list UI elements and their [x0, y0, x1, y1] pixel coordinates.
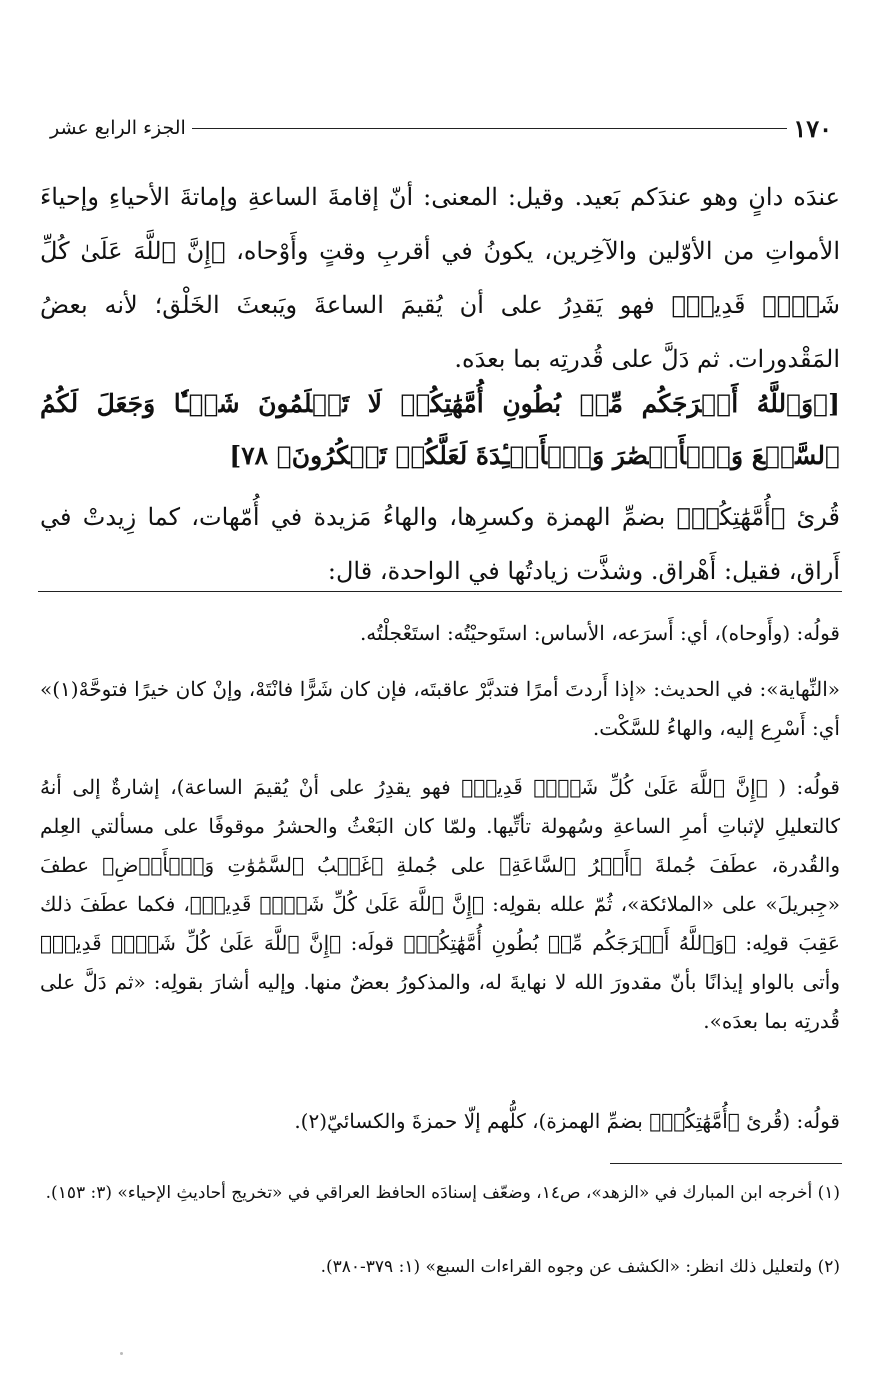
- commentary-nihaya: «النِّهاية»: في الحديث: «إذا أَردتَ أمرًا فتدبَّرْ عاقبتَه، فإن كان شَرًّا فانْتَهْ، وإنْ كان خيرًا فتوحَّهْ(١)» أي: أَسْرِع إليه، والهاءُ للسَّكْت.: [40, 677, 840, 740]
- commentary-qira: قولُه: (قُرئ ﴿أُمَّهَٰتِكُمۡ﴾ بضمِّ الهمزة)، كلُّهم إلّا حمزةَ والكسائيّ(٢).: [294, 1109, 840, 1133]
- footnote-2: (٢) ولتعليل ذلك انظر: «الكشف عن وجوه القراءات السبع» (١: ٣٧٩-٣٨٠).: [320, 1257, 840, 1277]
- commentary-wawhah: قولُه: (وأَوحاه)، أي: أَسرَعه، الأساس: استَوحيْتُه: استَعْجلْتُه.: [359, 621, 840, 645]
- header-rule: [192, 128, 787, 129]
- footnote-divider: [610, 1163, 842, 1164]
- main-paragraph: عندَه دانٍ وهو عندَكم بَعيد. وقيل: المعنى: أنّ إقامةَ الساعةِ وإماتةَ الأحياءِ وإحياءَ الأمواتِ من الأوّلين والآخِرين، يكونُ في أقربِ وقتٍ وأَوْحاه، ﴿إِنَّ ٱللَّهَ عَلَىٰ كُلِّ شَيۡءٖ قَدِيرٞ﴾ فهو يَقدِرُ على أن يُقيمَ الساعةَ ويَبعثَ الخَلْق؛ لأنه بعضُ المَقْدورات. ثم دَلَّ على قُدرتِه بما بعدَه.: [40, 183, 840, 373]
- text-commentary-divider: [38, 591, 842, 592]
- footnote-1: (١) أخرجه ابن المبارك في «الزهد»، ص١٤، وضعّف إسنادَه الحافظ العراقي في «تخريج أحاديثِ الإحياء» (٣: ١٥٣).: [45, 1183, 840, 1203]
- part-title: الجزء الرابع عشر: [50, 117, 186, 139]
- reading-paragraph: قُرئ ﴿أُمَّهَٰتِكُمۡ﴾ بضمِّ الهمزة وكسرِها، والهاءُ مَزيدة في أُمّهات، كما زِيدتْ في أَراق، فقيل: أَهْراق. وشذَّت زيادتُها في الواحدة، قال:: [40, 503, 840, 585]
- page-number: ١٧٠: [793, 113, 832, 143]
- scan-speck: [120, 1352, 123, 1355]
- commentary-qadir: قولُه: ( ﴿إِنَّ ٱللَّهَ عَلَىٰ كُلِّ شَيۡءٖ قَدِيرٞ﴾ فهو يقدِرُ على أنْ يُقيمَ الساعة)، إشارةٌ إلى أنهُ كالتعليلِ لإثباتِ أمرِ الساعةِ وسُهولة تأتِّيها. ولمّا كان البَعْثُ والحشرُ موقوفًا على مسألتي العِلم والقُدرة، عطَفَ جُملةَ ﴿أَمۡرُ ٱلسَّاعَةِ﴾ على جُملةِ ﴿غَيۡبُ ٱلسَّمَٰوَٰتِ وَٱلۡأَرۡضِ﴾ عطفَ «جِبريلَ» على «الملائكة»، ثُمّ علله بقولِه: ﴿إِنَّ ٱللَّهَ عَلَىٰ كُلِّ شَيۡءٖ قَدِيرٞ﴾، فكما عطَفَ ذلك عَقِبَ قولِه: ﴿وَٱللَّهُ أَخۡرَجَكُم مِّنۢ بُطُونِ أُمَّهَٰتِكُمۡ﴾ قولَه: ﴿إِنَّ ٱللَّهَ عَلَىٰ كُلِّ شَيۡءٖ قَدِيرٞ﴾ وأتى بالواو إيذانًا بأنّ مقدورَ الله لا نهايةَ له، والمذكورُ بعضٌ منها. وإليه أشارَ بقولِه: «ثم دَلَّ على قُدرتِه بما بعدَه».: [40, 775, 840, 1033]
- quran-verse: [﴿وَٱللَّهُ أَخۡرَجَكُم مِّنۢ بُطُونِ أُمَّهَٰتِكُمۡ لَا تَعۡلَمُونَ شَيۡـٔٗا وَجَعَلَ لَكُمُ ٱلسَّمۡعَ وَٱلۡأَبۡصَٰرَ وَٱلۡأَفۡـِٔدَةَ لَعَلَّكُمۡ تَشۡكُرُونَ﴾ ٧٨]: [40, 389, 840, 470]
- running-header: [40, 112, 840, 144]
